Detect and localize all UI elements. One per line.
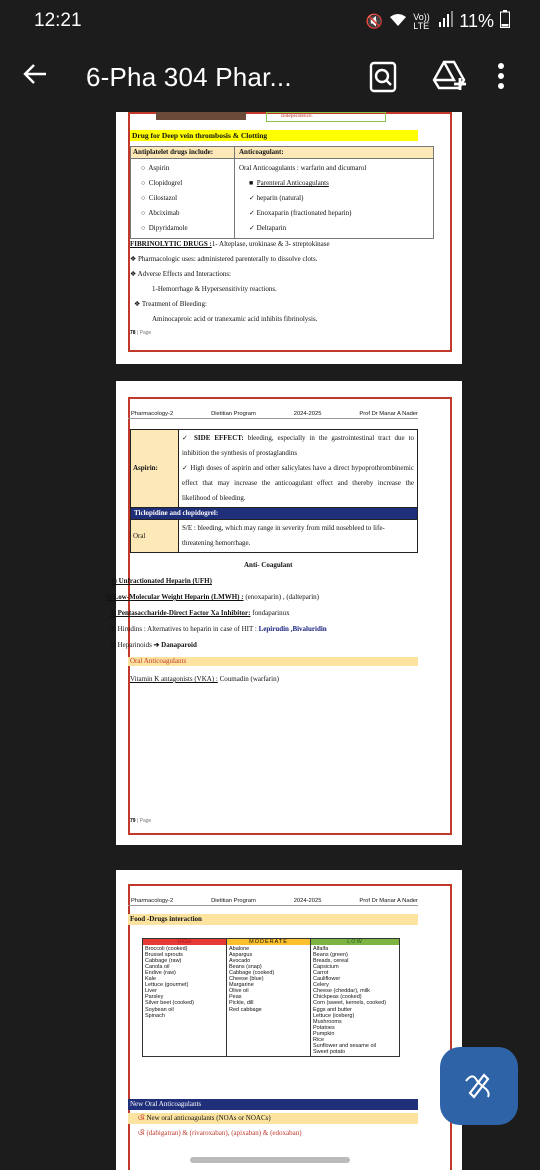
- list-item-5: 5) Heparinoids ➔ Danaparoid: [110, 641, 197, 649]
- document-page-79: [106, 381, 462, 845]
- anticoag-item: ✓ Deltaparin: [239, 221, 429, 236]
- page-header: [128, 411, 418, 419]
- food-item: Broccoli (cooked): [145, 946, 188, 953]
- treatment-line: ❖ Treatment of Bleeding:: [134, 300, 207, 308]
- pharm-use-line: ❖ Pharmacologic uses: administered parenterally to dissolve clots.: [130, 255, 318, 263]
- more-vert-icon[interactable]: [496, 60, 530, 94]
- col-low-header: LOW: [311, 939, 400, 946]
- food-item: Pumpkin: [313, 1030, 335, 1037]
- food-item: Beans (snap): [229, 964, 262, 971]
- header-program: Dietitian Program: [211, 898, 256, 904]
- food-item: Beans (green): [313, 952, 348, 959]
- edit-fab[interactable]: [440, 1047, 518, 1125]
- food-item: Soybean oil: [145, 1006, 174, 1013]
- food-item: Corn (sweet, kernels, cooked): [313, 1000, 387, 1007]
- noac-line-1: ଔ New oral anticoagulants (NOAs or NOACs): [128, 1113, 418, 1124]
- header-year: 2024-2025: [293, 411, 322, 417]
- status-time: 12:21: [34, 10, 82, 31]
- high-dose-text: ✓ High doses of aspirin and other salicylates have a direct hypoprothrombinemic effect that may increase the anticoagulant effect and thereby increase the likelihood of bleeding.: [182, 461, 414, 506]
- antiplatelet-list: [131, 159, 235, 239]
- food-item: Cauliflower: [313, 976, 341, 983]
- top-image-fragment: [156, 112, 246, 120]
- aspirin-effects: [179, 430, 418, 508]
- search-document-icon[interactable]: [368, 60, 402, 94]
- food-item: Cabbage (cooked): [229, 970, 275, 977]
- food-item: Breads, cereal: [313, 958, 349, 965]
- status-bar: [0, 0, 540, 42]
- treatment-text: Aminocaproic acid or tranexamic acid inhibits fibrinolysis.: [152, 315, 318, 323]
- food-item: Parsley: [145, 994, 164, 1001]
- food-item: Alfalfa: [313, 946, 329, 953]
- battery-percent: 11%: [459, 11, 494, 31]
- page-number: 78 | Page: [130, 330, 152, 336]
- food-item: Cheese (cheddar), milk: [313, 988, 370, 995]
- low-list: [311, 945, 400, 1056]
- food-item: Aspargus: [229, 952, 253, 959]
- food-item: Lettuce (gourmet): [145, 982, 189, 989]
- anticoagulant-list: [235, 159, 434, 239]
- dvt-heading: Drug for Deep vein thrombosis & Clotting: [130, 130, 418, 141]
- antiplatelet-item: ○ Clopidogrel: [141, 179, 183, 188]
- se-text: S/E : bleeding, which may range in severity from mild nosebleed to life-threatening hemorrhage.: [182, 524, 385, 548]
- header-prof: Prof Dr Manar A Nader: [359, 411, 418, 417]
- header-program: Dietitian Program: [211, 411, 256, 417]
- food-item: Avocado: [229, 958, 251, 965]
- food-item: Capsicium: [313, 964, 339, 971]
- document-page-80: [116, 870, 462, 1170]
- food-item: Chickpeas (cooked): [313, 994, 362, 1001]
- drug-table: [130, 146, 434, 239]
- back-arrow-icon[interactable]: [22, 58, 48, 94]
- list-item-4: 4) Hirudins : Alternatives to heparin in case of HIT : Lepirudin ,Bivaluridin: [110, 625, 327, 633]
- antiplatelet-item: ○ Abciximab: [141, 209, 180, 218]
- food-item: Pickle, dill: [229, 1000, 254, 1007]
- page-number: 79 | Page: [130, 818, 152, 824]
- food-item: Lettuce (iceberg): [313, 1012, 355, 1019]
- header-course: Pharmacology-2: [131, 411, 174, 417]
- ticlopidine-header: Ticlopidine and clopidogrel:: [131, 508, 418, 520]
- food-item: Abalone: [229, 946, 250, 953]
- food-item: Sunflower and sesame oil: [313, 1042, 376, 1049]
- list-item-2: 2) Low-Molecular Weight Heparin (LMWH) : (enoxaparin) , (dalteparin): [106, 593, 320, 601]
- oral-anticoagulant-line: Oral Anticoagulants : warfarin and dicumarol: [239, 164, 367, 173]
- food-item: Sweet potato: [313, 1048, 346, 1055]
- antiplatelet-header: Antiplatelet drugs include:: [131, 147, 235, 159]
- network-label: Vo)) LTE: [413, 11, 430, 31]
- vka-line: Vitamin K antagonists (VKA) : Coumadin (warfarin): [130, 675, 279, 683]
- antiplatelet-item: ○ Dipyridamole: [141, 224, 188, 233]
- food-item: Kale: [145, 976, 157, 983]
- header-year: 2024-2025: [293, 898, 322, 904]
- wifi-icon: [389, 13, 407, 30]
- adverse-item: 1-Hemorrhage & Hypersensitivity reactions.: [152, 285, 277, 293]
- page-header: [128, 898, 418, 906]
- document-title: 6-Pha 304 Phar...: [86, 62, 292, 92]
- gesture-handle[interactable]: [190, 1157, 350, 1163]
- food-item: Mushrooms: [313, 1018, 342, 1025]
- food-item: Potatoes: [313, 1024, 335, 1031]
- food-item: Canola oil: [145, 964, 170, 971]
- food-item: Eggs and butter: [313, 1006, 352, 1013]
- signal-icon: [439, 11, 453, 32]
- food-item: Carrot: [313, 970, 329, 977]
- battery-icon: [500, 10, 510, 33]
- drive-add-icon[interactable]: [432, 60, 466, 94]
- list-item-1: 1) Unfractionated Heparin (UFH): [111, 577, 212, 585]
- col-moderate-header: MODERATE: [227, 939, 311, 946]
- oral-anticoag-row: Oral Anticoagulants: [128, 657, 418, 666]
- food-item: Brussel sprouts: [145, 952, 183, 959]
- noac-line-2: ଔ (dabigatran) & (rivaroxaban), (apixaban) & (edoxaban): [138, 1129, 302, 1137]
- food-drug-title: Food -Drugs interaction: [128, 914, 418, 925]
- high-list: [143, 945, 227, 1056]
- food-item: Liver: [145, 988, 157, 995]
- anticoag-item: ✓ heparin (natural): [239, 191, 429, 206]
- mute-icon: 🔇: [365, 13, 384, 29]
- anticoagulant-title: Anti- Coagulant: [244, 561, 293, 569]
- antiplatelet-item: ○ Aspirin: [141, 164, 170, 173]
- aspirin-label: Aspirin:: [131, 430, 179, 508]
- food-interaction-table: [142, 938, 400, 1057]
- noac-header: New Oral Anticoagulants: [128, 1099, 418, 1110]
- food-item: Margarine: [229, 982, 254, 989]
- moderate-list: [227, 945, 311, 1056]
- food-item: Peas: [229, 994, 242, 1001]
- food-item: Endive (raw): [145, 970, 176, 977]
- col-high-header: HIGH: [143, 939, 227, 946]
- side-effect-text: ✓ SIDE EFFECT: bleeding, especially in the gastrointestinal tract due to inhibition the synthesis of prostaglandins: [182, 431, 414, 461]
- list-item-3: 3) Pentasaccharide-Direct Factor Xa Inhibitor: fondaparinux: [110, 609, 290, 617]
- food-item: Olive oil: [229, 988, 249, 995]
- status-icons: [366, 10, 510, 33]
- food-item: Silver beet (cooked): [145, 1000, 194, 1007]
- app-bar: [0, 44, 540, 112]
- header-course: Pharmacology-2: [131, 898, 174, 904]
- parenteral-line: ■ Parenteral Anticoagulants: [249, 179, 329, 188]
- document-page-78: [116, 112, 462, 364]
- header-prof: Prof Dr Manar A Nader: [359, 898, 418, 904]
- food-item: Cabbage (raw): [145, 958, 182, 965]
- adverse-line: ❖ Adverse Effects and Interactions:: [130, 270, 232, 278]
- anticoag-item: ✓ Enoxaparin (fractionated heparin): [239, 206, 429, 221]
- top-fragment-box: Independence.: [266, 112, 386, 122]
- food-item: Rice: [313, 1036, 325, 1043]
- antiplatelet-item: ○ Cilostazol: [141, 194, 178, 203]
- fibrinolytic-line: FIBRINOLYTIC DRUGS :1- Alteplase, urokinase & 3- streptokinase: [130, 240, 330, 248]
- food-item: Celery: [313, 982, 329, 989]
- oral-label: Oral: [131, 520, 179, 553]
- food-item: Spinach: [145, 1012, 165, 1019]
- food-item: Cheese (blue): [229, 976, 264, 983]
- anticoagulant-header: Anticoagulant:: [239, 148, 284, 156]
- food-item: Red cabbage: [229, 1006, 262, 1013]
- aspirin-table: [130, 429, 418, 553]
- edit-pen-icon: [464, 1069, 494, 1104]
